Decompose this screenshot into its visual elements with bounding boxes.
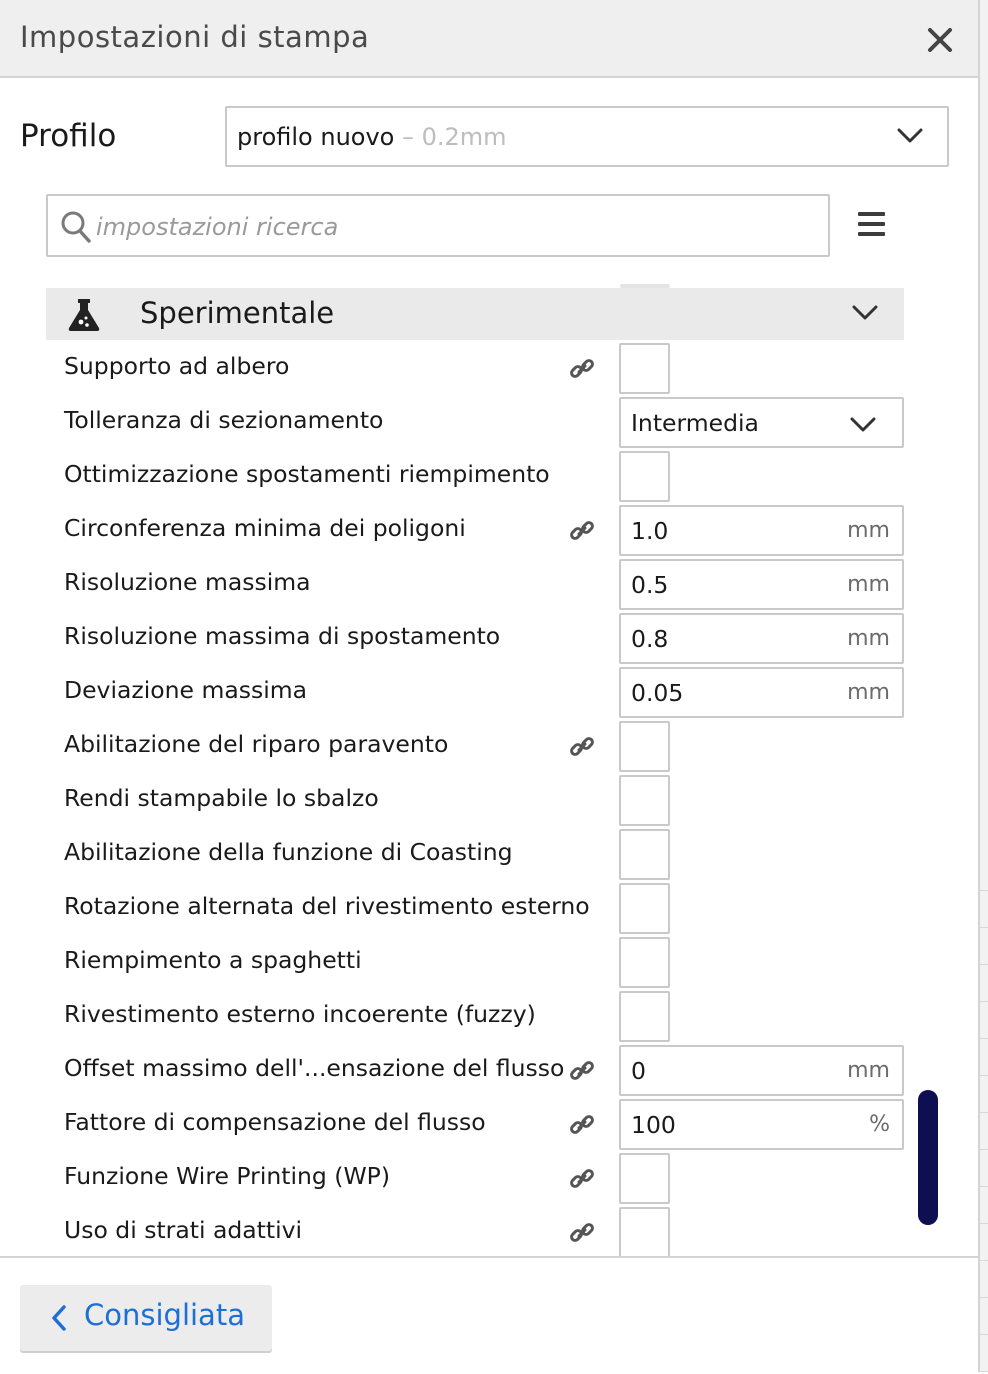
flask-icon (66, 296, 102, 336)
chevron-down-icon (897, 128, 923, 148)
setting-value: 0.05 (631, 679, 684, 707)
viewport-grid-line (980, 1260, 988, 1261)
viewport-grid-line (980, 1297, 988, 1298)
setting-value-field[interactable] (619, 667, 904, 718)
setting-dropdown-value: Intermedia (631, 409, 759, 437)
setting-label: Tolleranza di sezionamento (64, 406, 384, 434)
setting-unit: mm (847, 1058, 890, 1083)
setting-value: 1.0 (631, 517, 669, 545)
setting-row (46, 882, 904, 936)
link-icon[interactable] (568, 1219, 596, 1251)
setting-label: Rendi stampabile lo sbalzo (64, 784, 379, 812)
setting-row (46, 828, 904, 882)
setting-row (46, 612, 904, 666)
panel-footer (0, 1256, 978, 1374)
setting-checkbox[interactable] (619, 721, 670, 772)
setting-row (46, 774, 904, 828)
chevron-left-icon (50, 1304, 68, 1336)
setting-label: Uso di strati adattivi (64, 1216, 303, 1244)
setting-checkbox[interactable] (619, 451, 670, 502)
setting-row (46, 504, 904, 558)
setting-row (46, 1152, 904, 1206)
profile-name-text: profilo nuovo (237, 123, 395, 151)
panel-header (0, 0, 978, 78)
setting-value-field[interactable] (619, 613, 904, 664)
setting-value-field[interactable] (619, 1099, 904, 1150)
setting-value: 0 (631, 1057, 646, 1085)
setting-label: Offset massimo dell'...ensazione del flusso (64, 1054, 565, 1082)
setting-row (46, 1098, 904, 1152)
setting-value-field[interactable] (619, 1045, 904, 1096)
setting-unit: mm (847, 572, 890, 597)
setting-row (46, 342, 904, 396)
category-label: Sperimentale (140, 296, 335, 330)
setting-checkbox[interactable] (619, 1207, 670, 1256)
setting-checkbox[interactable] (619, 1153, 670, 1204)
setting-row (46, 450, 904, 504)
viewport-grid-line (980, 1223, 988, 1224)
setting-row (46, 1206, 904, 1256)
setting-label: Risoluzione massima di spostamento (64, 622, 501, 650)
viewport-grid-line (980, 1186, 988, 1187)
close-icon[interactable] (922, 22, 958, 58)
viewport-grid-line (980, 927, 988, 928)
search-field[interactable] (46, 194, 830, 257)
viewport-grid-line (980, 1334, 988, 1335)
setting-checkbox[interactable] (619, 829, 670, 880)
setting-checkbox[interactable] (619, 991, 670, 1042)
search-icon (60, 210, 92, 248)
profile-name (237, 123, 507, 151)
setting-checkbox[interactable] (619, 937, 670, 988)
setting-checkbox[interactable] (619, 775, 670, 826)
viewport-grid-line (980, 1112, 988, 1113)
setting-label: Deviazione massima (64, 676, 308, 704)
setting-unit: mm (847, 680, 890, 705)
scrollbar-thumb[interactable] (918, 1090, 938, 1225)
viewport-grid-line (980, 1075, 988, 1076)
setting-label: Rotazione alternata del rivestimento esterno (64, 892, 590, 920)
setting-label: Rivestimento esterno incoerente (fuzzy) (64, 1000, 536, 1028)
setting-value-field[interactable] (619, 559, 904, 610)
panel-title: Impostazioni di stampa (20, 20, 370, 54)
search-input[interactable] (94, 204, 798, 250)
link-icon[interactable] (568, 1111, 596, 1143)
setting-label: Riempimento a spaghetti (64, 946, 362, 974)
link-icon[interactable] (568, 517, 596, 549)
viewport-grid-line (980, 890, 988, 891)
setting-label: Fattore di compensazione del flusso (64, 1108, 486, 1136)
background-viewport (980, 0, 988, 1372)
recommended-mode-label: Consigliata (84, 1298, 245, 1332)
category-header-sperimentale[interactable] (46, 288, 904, 340)
setting-label: Supporto ad albero (64, 352, 290, 380)
chevron-down-icon (850, 417, 876, 437)
viewport-grid-line (980, 1149, 988, 1150)
setting-checkbox[interactable] (619, 343, 670, 394)
setting-unit: mm (847, 518, 890, 543)
recommended-mode-button[interactable] (20, 1285, 272, 1351)
setting-label: Circonferenza minima dei poligoni (64, 514, 466, 542)
setting-row (46, 396, 904, 450)
setting-dropdown[interactable] (619, 397, 904, 448)
profile-variant: – 0.2mm (394, 123, 507, 151)
setting-label: Risoluzione massima (64, 568, 311, 596)
profile-label: Profilo (20, 118, 117, 154)
link-icon[interactable] (568, 733, 596, 765)
setting-checkbox[interactable] (619, 883, 670, 934)
setting-row (46, 558, 904, 612)
settings-list[interactable] (0, 270, 978, 1256)
link-icon[interactable] (568, 1165, 596, 1197)
setting-value-field[interactable] (619, 505, 904, 556)
setting-value: 0.8 (631, 625, 669, 653)
profile-dropdown[interactable] (225, 106, 949, 167)
setting-row (46, 936, 904, 990)
setting-row (46, 666, 904, 720)
setting-unit: % (869, 1112, 890, 1137)
settings-menu-icon[interactable] (858, 212, 886, 238)
setting-label: Abilitazione del riparo paravento (64, 730, 449, 758)
setting-label: Ottimizzazione spostamenti riempimento (64, 460, 550, 488)
setting-value: 0.5 (631, 571, 669, 599)
chevron-down-icon (852, 305, 878, 325)
viewport-grid-line (980, 964, 988, 965)
setting-label: Funzione Wire Printing (WP) (64, 1162, 391, 1190)
viewport-grid-line (980, 1038, 988, 1039)
setting-unit: mm (847, 626, 890, 651)
link-icon[interactable] (568, 1057, 596, 1089)
setting-row (46, 990, 904, 1044)
setting-value: 100 (631, 1111, 676, 1139)
setting-row (46, 1044, 904, 1098)
link-icon[interactable] (568, 355, 596, 387)
setting-row (46, 720, 904, 774)
setting-label: Abilitazione della funzione di Coasting (64, 838, 513, 866)
viewport-grid-line (980, 1001, 988, 1002)
